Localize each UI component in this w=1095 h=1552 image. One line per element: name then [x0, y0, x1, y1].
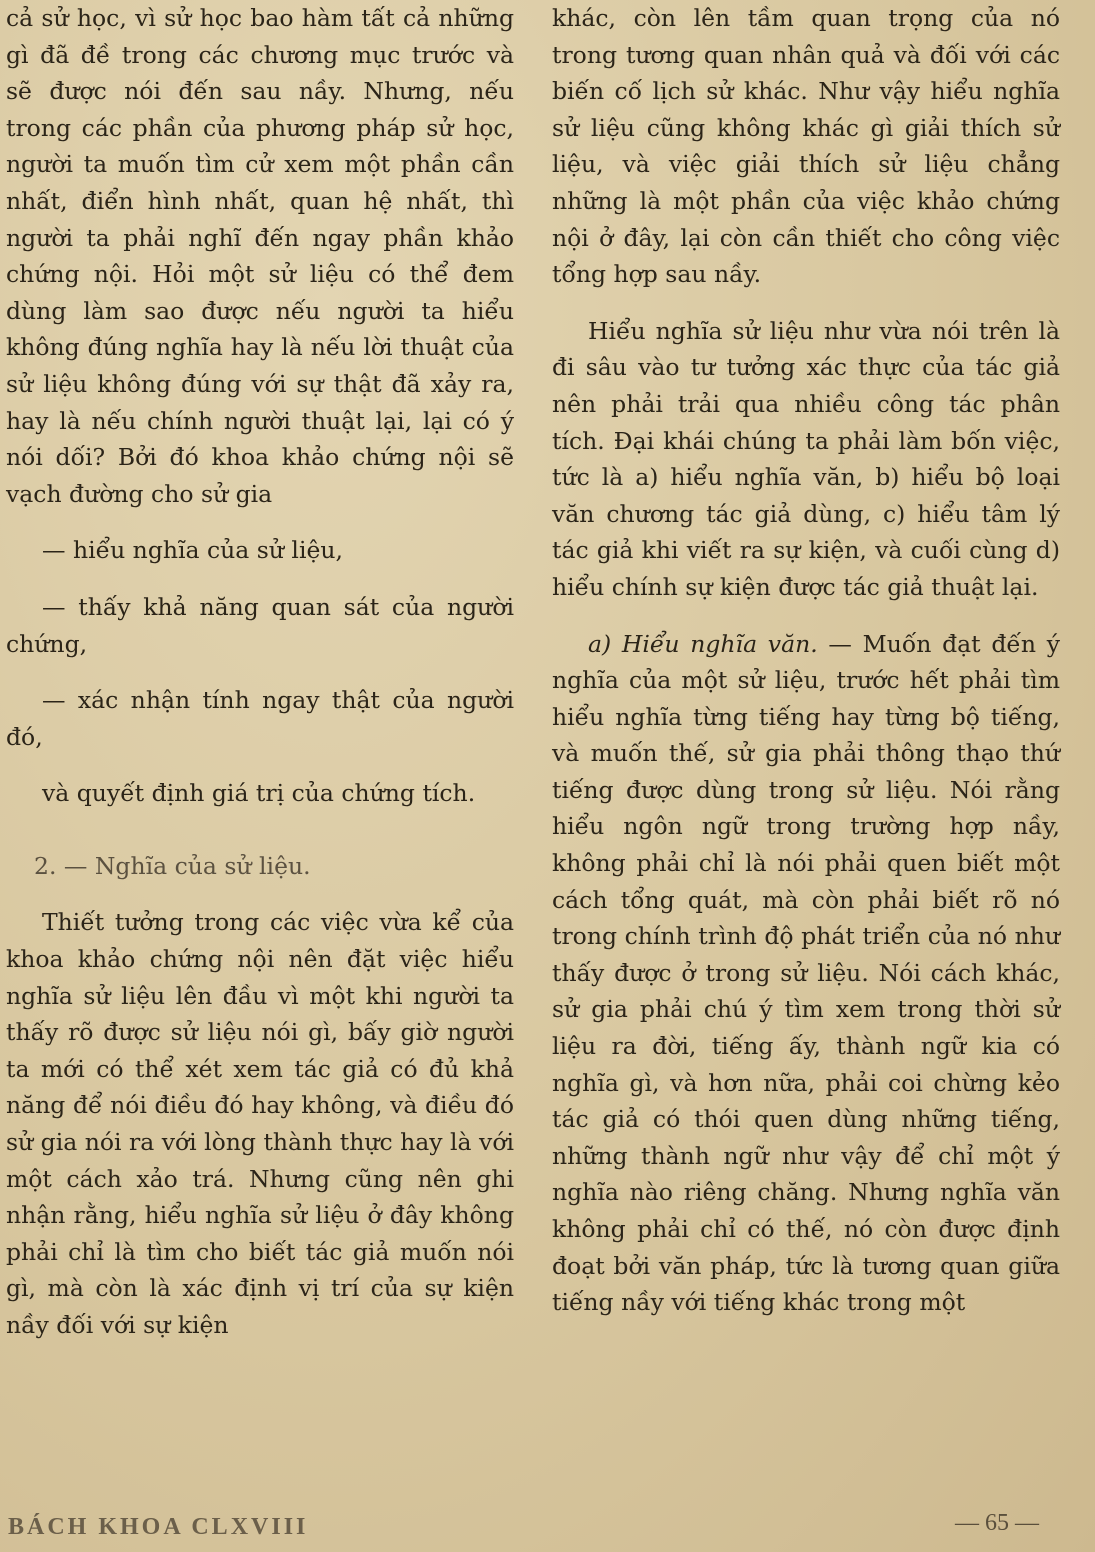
journal-name: BÁCH KHOA CLXVIII — [8, 1514, 309, 1540]
right-paragraph-3 — [552, 626, 1060, 1321]
right-column — [552, 0, 1060, 1321]
list-item-2: — thấy khả năng quan sát của người chứng, — [6, 592, 514, 658]
page-number: — 65 — — [955, 1510, 1039, 1536]
right-paragraph-1: khác, còn lên tầm quan trọng của nó trong tương quan nhân quả và đối với các biến cố lịch sử khác. Như vậy hiểu nghĩa sử liệu cũng không khác gì giải thích sử liệu, và việc giải thích sử liệu chẳng những là một phần của việc khảo chứng nội ở đây, lại còn cần thiết cho công việc tổng hợp sau nầy. — [552, 4, 1060, 289]
subsection-body: — Muốn đạt đến ý nghĩa của một sử liệu, trước hết phải tìm hiểu nghĩa từng tiếng hay từng bộ tiếng, và muốn thế, sử gia phải thông thạo thứ tiếng được dùng trong sử liệu. Nói rằng hiểu ngôn ngữ trong trường hợp nầy, không phải chỉ là nói phải quen biết một cách tổng quát, mà còn phải biết rõ nó trong chính trình độ phát triển của nó như thấy được ở trong sử liệu. Nói cách khác, sử gia phải chú ý tìm xem trong thời sử liệu ra đời, tiếng ấy, thành ngữ kia có nghĩa gì, và hơn nữa, phải coi chừng kẻo tác giả có thói quen dùng những tiếng, những thành ngữ như vậy để chỉ một ý nghĩa nào riêng chăng. Nhưng nghĩa văn không phải chỉ có thế, nó còn được định đoạt bởi văn pháp, tức là tương quan giữa tiếng nầy với tiếng khác trong một — [552, 629, 1060, 1317]
list-item-4: và quyết định giá trị của chứng tích. — [42, 779, 476, 808]
left-paragraph-1: cả sử học, vì sử học bao hàm tất cả những gì đã đề trong các chương mục trước và sẽ được nói đến sau nầy. Nhưng, nếu trong các phần của phương pháp sử học, người ta muốn tìm cử xem một phần cần nhất, điển hình nhất, quan hệ nhất, thì người ta phải nghĩ đến ngay phần khảo chứng nội. Hỏi một sử liệu có thể đem dùng làm sao được nếu người ta hiểu không đúng nghĩa hay là nếu lời thuật của sử liệu không đúng với sự thật đã xảy ra, hay là nếu chính người thuật lại, lại có ý nói dối? Bởi đó khoa khảo chứng nội sẽ vạch đường cho sử gia — [6, 4, 514, 508]
list-item-1: — hiểu nghĩa của sử liệu, — [42, 536, 343, 565]
right-paragraph-2: Hiểu nghĩa sử liệu như vừa nói trên là đi sâu vào tư tưởng xác thực của tác giả nên phải trải qua nhiều công tác phân tích. Đại khái chúng ta phải làm bốn việc, tức là a) hiểu nghĩa văn, b) hiểu bộ loại văn chương tác giả dùng, c) hiểu tâm lý tác giả khi viết ra sự kiện, và cuối cùng d) hiểu chính sự kiện được tác giả thuật lại. — [552, 316, 1060, 601]
list-item-3: — xác nhận tính ngay thật của người đó, — [6, 686, 514, 751]
section-heading: 2. — Nghĩa của sử liệu. — [34, 851, 311, 880]
subsection-label: a) Hiểu nghĩa văn. — [588, 629, 818, 658]
left-paragraph-2: Thiết tưởng trong các việc vừa kể của khoa khảo chứng nội nên đặt việc hiểu nghĩa sử liệu lên đầu vì một khi người ta thấy rõ được sử liệu nói gì, bấy giờ người ta mới có thể xét xem tác giả có đủ khả năng để nói điều đó hay không, và điều đó sử gia nói ra với lòng thành thực hay là với một cách xảo trá. Nhưng cũng nên ghi nhận rằng, hiểu nghĩa sử liệu ở đây không phải chỉ là tìm cho biết tác giả muốn nói gì, mà còn là xác định vị trí của sự kiện nầy đối với sự kiện — [6, 908, 514, 1339]
left-column — [6, 0, 514, 1344]
